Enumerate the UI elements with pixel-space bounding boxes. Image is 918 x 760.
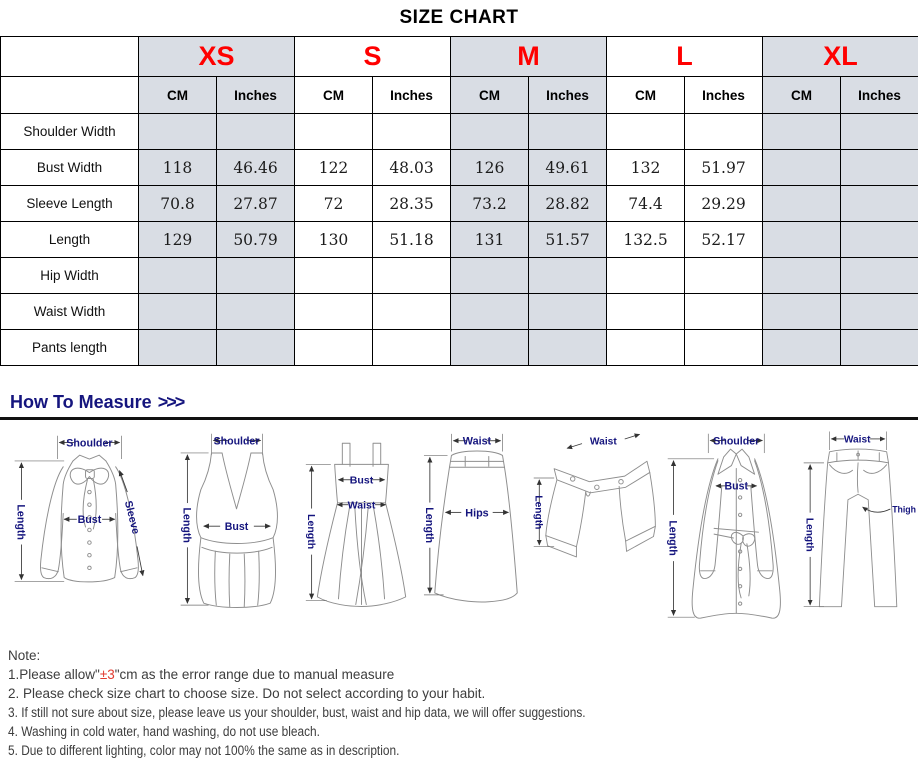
measure-label: Length: [666, 520, 679, 556]
data-cell: [139, 114, 217, 150]
data-cell: [685, 330, 763, 366]
corner-cell: [1, 77, 139, 114]
data-cell: 27.87: [217, 186, 295, 222]
data-cell: [295, 330, 373, 366]
data-cell: 70.8: [139, 186, 217, 222]
data-cell: 51.97: [685, 150, 763, 186]
error-range-highlight: ±3: [99, 667, 115, 682]
data-cell: [529, 114, 607, 150]
data-cell: 48.03: [373, 150, 451, 186]
data-cell: [607, 258, 685, 294]
data-cell: [217, 330, 295, 366]
note-item-3: 3. If still not sure about size, please leave us your shoulder, bust, waist and hip data, we will offer suggestions.: [8, 705, 586, 720]
note-item-1: 1.Please allow"±3"cm as the error range due to manual measure: [8, 667, 395, 682]
data-cell: [763, 330, 841, 366]
unit-header-cell: Inches: [529, 77, 607, 114]
data-cell: 74.4: [607, 186, 685, 222]
unit-header-cell: CM: [451, 77, 529, 114]
measure-label: Thigh: [892, 504, 916, 515]
data-cell: [685, 258, 763, 294]
data-cell: [763, 222, 841, 258]
size-header-cell: M: [451, 37, 607, 77]
unit-header-cell: Inches: [685, 77, 763, 114]
row-label-cell: Waist Width: [1, 294, 139, 330]
how-to-measure-heading: [10, 392, 918, 413]
data-cell: 51.18: [373, 222, 451, 258]
data-cell: [139, 294, 217, 330]
data-cell: 29.29: [685, 186, 763, 222]
measure-diagrams: [0, 420, 918, 638]
data-cell: [841, 114, 918, 150]
size-header-cell: XL: [763, 37, 918, 77]
data-cell: [451, 330, 529, 366]
data-cell: [373, 330, 451, 366]
data-cell: 132.5: [607, 222, 685, 258]
data-cell: 72: [295, 186, 373, 222]
measure-label: Hips: [465, 507, 489, 520]
notes-heading: Note:: [8, 648, 41, 663]
data-cell: 131: [451, 222, 529, 258]
measure-label: Length: [532, 495, 544, 530]
data-cell: [529, 330, 607, 366]
data-cell: [763, 294, 841, 330]
row-label-cell: Hip Width: [1, 258, 139, 294]
data-cell: 28.35: [373, 186, 451, 222]
data-cell: [607, 294, 685, 330]
diagram-pants: [800, 426, 918, 624]
data-cell: [217, 258, 295, 294]
measure-label: Waist: [347, 499, 376, 512]
data-cell: [217, 114, 295, 150]
data-cell: 126: [451, 150, 529, 186]
data-cell: [841, 186, 918, 222]
data-cell: [763, 186, 841, 222]
data-cell: [529, 294, 607, 330]
size-header-cell: S: [295, 37, 451, 77]
row-label-cell: Length: [1, 222, 139, 258]
measure-label: Bust: [224, 520, 249, 533]
data-cell: 28.82: [529, 186, 607, 222]
data-cell: [685, 114, 763, 150]
data-cell: [685, 294, 763, 330]
row-label-cell: Shoulder Width: [1, 114, 139, 150]
data-cell: [217, 294, 295, 330]
unit-header-cell: CM: [139, 77, 217, 114]
how-to-measure-label: How To Measure: [10, 392, 152, 412]
measure-label: Sleeve: [121, 499, 142, 536]
measure-label: Length: [422, 507, 435, 544]
data-cell: [841, 258, 918, 294]
diagram-dress: [302, 426, 422, 623]
data-cell: [841, 330, 918, 366]
measure-label: Length: [180, 507, 193, 543]
measure-label: Bust: [349, 474, 374, 487]
diagram-blouse: [2, 426, 172, 625]
data-cell: 118: [139, 150, 217, 186]
data-cell: [607, 114, 685, 150]
unit-header-cell: CM: [607, 77, 685, 114]
unit-header-cell: Inches: [217, 77, 295, 114]
size-chart-table: [0, 36, 918, 366]
data-cell: 132: [607, 150, 685, 186]
data-cell: [451, 294, 529, 330]
measure-label: Bust: [77, 514, 102, 527]
data-cell: [763, 150, 841, 186]
measure-label: Length: [803, 517, 815, 552]
note-item-5: 5. Due to different lighting, color may not 100% the same as in description.: [8, 743, 400, 758]
data-cell: 46.46: [217, 150, 295, 186]
data-cell: [529, 258, 607, 294]
unit-header-cell: CM: [763, 77, 841, 114]
row-label-cell: Pants length: [1, 330, 139, 366]
data-cell: [373, 114, 451, 150]
data-cell: [451, 114, 529, 150]
data-cell: 73.2: [451, 186, 529, 222]
measure-label: Length: [14, 504, 27, 540]
note-item-2: 2. Please check size chart to choose size. Do not select according to your habit.: [8, 686, 486, 701]
diagram-shorts: [530, 426, 660, 616]
data-cell: [139, 258, 217, 294]
data-cell: [607, 330, 685, 366]
data-cell: 129: [139, 222, 217, 258]
unit-header-cell: Inches: [841, 77, 918, 114]
diagram-coat: [660, 426, 800, 634]
data-cell: [139, 330, 217, 366]
measure-label: Length: [304, 514, 317, 550]
measure-label: Waist: [589, 436, 617, 448]
data-cell: 49.61: [529, 150, 607, 186]
measure-label: Shoulder: [66, 437, 113, 450]
data-cell: 122: [295, 150, 373, 186]
row-label-cell: Sleeve Length: [1, 186, 139, 222]
measure-label: Bust: [724, 480, 749, 493]
corner-cell: [1, 37, 139, 77]
measure-label: Shoulder: [713, 435, 760, 448]
page-title: SIZE CHART: [399, 7, 519, 28]
data-cell: [763, 114, 841, 150]
data-cell: 51.57: [529, 222, 607, 258]
size-header-cell: L: [607, 37, 763, 77]
data-cell: 50.79: [217, 222, 295, 258]
data-cell: [295, 294, 373, 330]
row-label-cell: Bust Width: [1, 150, 139, 186]
data-cell: [373, 294, 451, 330]
data-cell: 52.17: [685, 222, 763, 258]
data-cell: [763, 258, 841, 294]
diagram-skirt: [422, 426, 530, 627]
measure-label: Shoulder: [213, 435, 260, 448]
data-cell: [295, 114, 373, 150]
data-cell: [451, 258, 529, 294]
note-item-4: 4. Washing in cold water, hand washing, do not use bleach.: [8, 724, 320, 739]
data-cell: [841, 150, 918, 186]
notes-section: [0, 638, 918, 760]
unit-header-cell: Inches: [373, 77, 451, 114]
triple-chevron-icon: >>>: [157, 392, 184, 412]
data-cell: [841, 222, 918, 258]
measure-label: Waist: [843, 434, 871, 446]
data-cell: [373, 258, 451, 294]
data-cell: [295, 258, 373, 294]
measure-label: Waist: [462, 435, 492, 448]
size-header-cell: XS: [139, 37, 295, 77]
data-cell: 130: [295, 222, 373, 258]
unit-header-cell: CM: [295, 77, 373, 114]
diagram-tank-top: [172, 426, 302, 623]
data-cell: [841, 294, 918, 330]
